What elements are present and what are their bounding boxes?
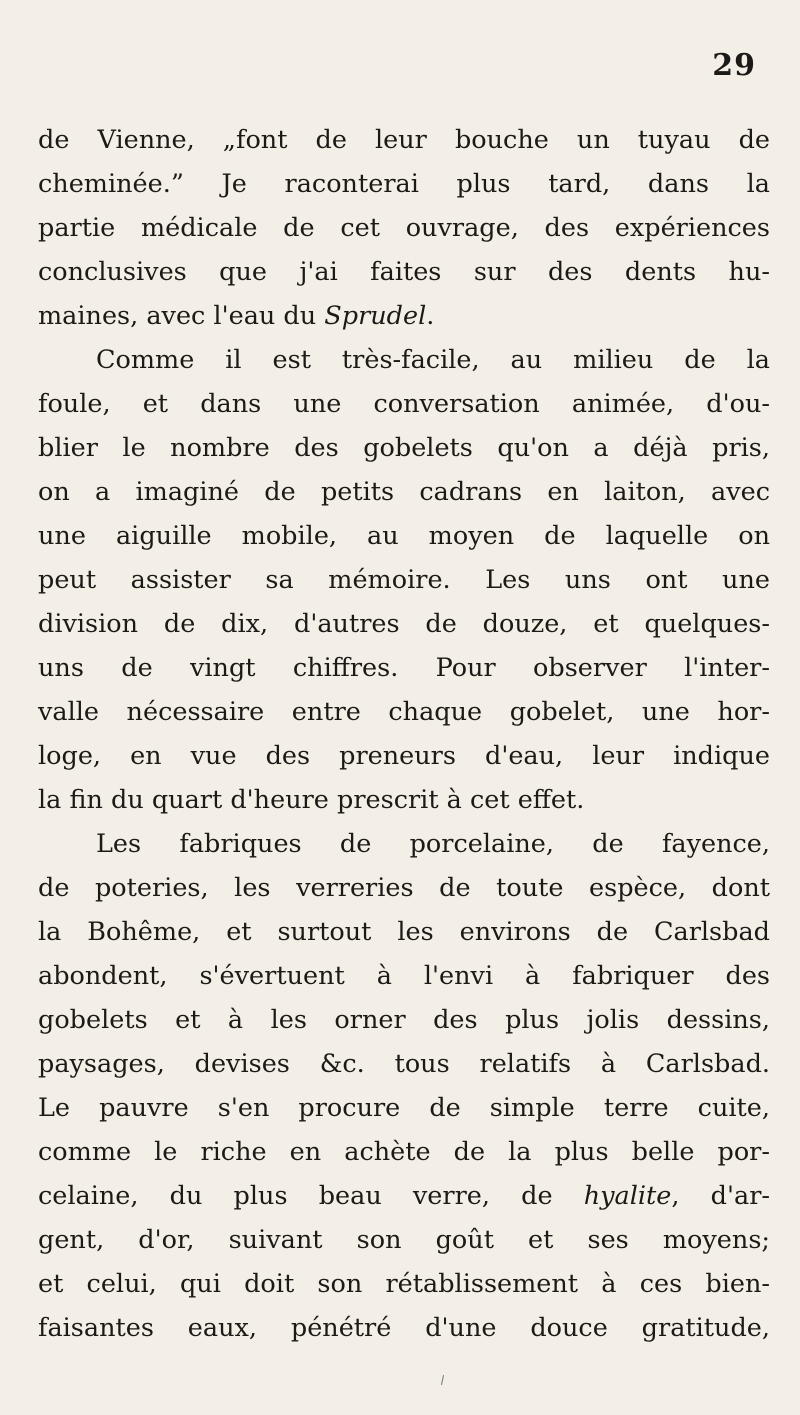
text-line: maines, avec l'eau du Sprudel. xyxy=(38,301,435,331)
page-number: 29 xyxy=(712,48,756,83)
text-line: la fin du quart d'heure prescrit à cet effet. xyxy=(38,785,585,815)
text-line: cheminée.” Je raconterai plus tard, dans la xyxy=(38,169,770,199)
body-text xyxy=(38,118,770,1350)
text-line: celaine, du plus beau verre, de hyalite, d'ar- xyxy=(38,1181,770,1211)
text-line: division de dix, d'autres de douze, et quelques- xyxy=(38,609,770,639)
text-line: foule, et dans une conversation animée, d'ou- xyxy=(38,389,770,419)
paragraph-start-line: Les fabriques de porcelaine, de fayence, xyxy=(96,829,770,859)
text-line: une aiguille mobile, au moyen de laquelle on xyxy=(38,521,770,551)
text-line: gent, d'or, suivant son goût et ses moyens; xyxy=(38,1225,770,1255)
text-line: Le pauvre s'en procure de simple terre cuite, xyxy=(38,1093,770,1123)
text-line: peut assister sa mémoire. Les uns ont une xyxy=(38,565,770,595)
text-line: blier le nombre des gobelets qu'on a déjà pris, xyxy=(38,433,770,463)
text-line: on a imaginé de petits cadrans en laiton, avec xyxy=(38,477,770,507)
page-stain-mark xyxy=(441,1375,444,1385)
text-line: loge, en vue des preneurs d'eau, leur indique xyxy=(38,741,770,771)
text-line: gobelets et à les orner des plus jolis dessins, xyxy=(38,1005,770,1035)
text-line: partie médicale de cet ouvrage, des expériences xyxy=(38,213,770,243)
text-line: faisantes eaux, pénétré d'une douce gratitude, xyxy=(38,1313,770,1343)
text-line: de Vienne, „font de leur bouche un tuyau de xyxy=(38,125,770,155)
text-line: et celui, qui doit son rétablissement à ces bien- xyxy=(38,1269,770,1299)
text-line: uns de vingt chiffres. Pour observer l'inter- xyxy=(38,653,770,683)
text-line: la Bohême, et surtout les environs de Carlsbad xyxy=(38,917,770,947)
text-line: paysages, devises &c. tous relatifs à Carlsbad. xyxy=(38,1049,770,1079)
paragraph-start-line: Comme il est très-facile, au milieu de la xyxy=(96,345,770,375)
text-line: conclusives que j'ai faites sur des dents hu- xyxy=(38,257,770,287)
text-line: de poteries, les verreries de toute espèce, dont xyxy=(38,873,770,903)
text-line: valle nécessaire entre chaque gobelet, une hor- xyxy=(38,697,770,727)
text-line: comme le riche en achète de la plus belle por- xyxy=(38,1137,770,1167)
text-line: abondent, s'évertuent à l'envi à fabriquer des xyxy=(38,961,770,991)
